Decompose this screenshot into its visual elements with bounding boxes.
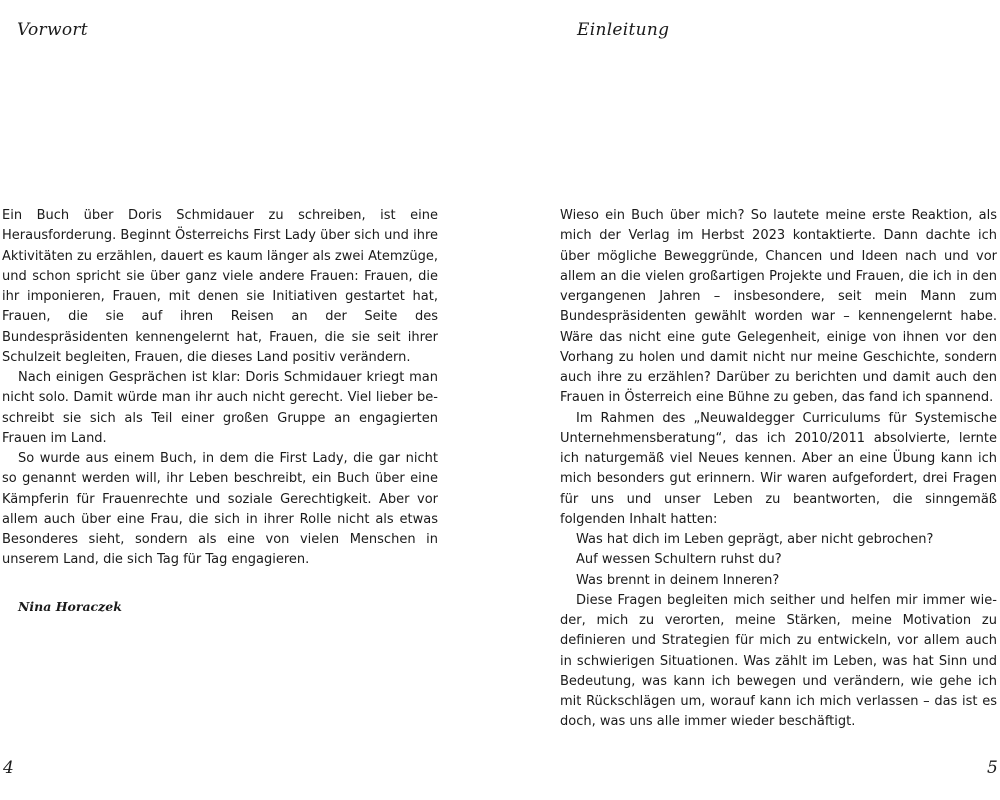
question-line: Was hat dich im Leben geprägt, aber nicht gebrochen? (576, 532, 934, 547)
paragraph: So wurde aus einem Buch, in dem die First Lady, die gar nicht so genannt werden will, ihr Leben beschreibt, ein Buch über eine Kämpferin für Frauenrechte und soziale Gerechtigkeit. Aber vor allem auch über eine Frau, die sich in ihrer Rolle nicht als etwas Besonderes sieht, sondern als eine von vielen Menschen in unserem Land, die sich Tag für Tag engagieren. (2, 451, 438, 568)
page-number: 5 (987, 758, 998, 778)
question-line: Was brennt in deinem Inneren? (576, 572, 780, 588)
question-line: Auf wessen Schultern ruhst du? (576, 552, 782, 568)
paragraph: Wieso ein Buch über mich? So lautete meine erste Reaktion, als mich der Verlag im Herbst 2023 kontaktierte. Dann dachte ich über mögliche Beweggründe, Chancen und Ideen nach und vor allem an die vielen großartigen Projekte und Frauen, die ich in den vergangenen Jahren – insbesondere, seit mein Mann zum Bundespräsidenten gewählt worden war – kennengelernt habe. Wäre das nicht eine gute Gelegenheit, einige von ihnen vor den Vorhang zu holen und damit nicht nur meine Geschichte, sondern auch ihre zu erzählen? Darüber zu berichten und damit auch den Frauen in Österreich eine Bühne zu geben, das fand ich spannend. (560, 208, 997, 406)
paragraph: Nach einigen Gesprächen ist klar: Doris Schmidauer kriegt man nicht solo. Damit würde man ihr auch nicht gerecht. Viel lieber beschreibt sie sich als Teil einer großen Gruppe an engagierten Frauen im Land. (2, 370, 438, 446)
paragraph: Ein Buch über Doris Schmidauer zu schreiben, ist eine Herausforderung. Beginnt Österreichs First Lady über sich und ihre Aktivitäten zu erzählen, dauert es kaum länger als zwei Atemzüge, und schon spricht sie über ganz viele andere Frauen: Frauen, die ihr imponieren, Frauen, mit denen sie Initiativen gestartet hat, Frauen, die sie auf ihren Reisen an der Seite des Bundespräsidenten kennengelernt hat, Frauen, die sie seit ihrer Schulzeit begleiten, Frauen, die dieses Land positiv verändern. (2, 208, 438, 365)
chapter-heading-vorwort: Vorwort (17, 20, 88, 40)
left-page-body (2, 206, 438, 571)
chapter-heading-einleitung: Einleitung (577, 20, 670, 40)
paragraph: Im Rahmen des „Neuwaldegger Curriculums für Systemische Unternehmensberatung“, das ich 2010/2011 absolvierte, lernte ich naturgemäß viel Neues kennen. Aber an eine Übung kann ich mich besonders gut erinnern. Wir waren aufgefordert, drei Fragen für uns und unser Leben zu beantworten, die sinngemäß folgenden Inhalt hatten: (560, 410, 997, 527)
paragraph: Diese Fragen begleiten mich seither und helfen mir immer wieder, mich zu verorten, meine Stärken, meine Motivation zu definieren und Strategien für mich zu entwickeln, vor allem auch in schwierigen Situationen. Was zählt im Leben, was hat Sinn und Bedeutung, was kann ich bewegen und verändern, wie gehe ich mit Rückschlägen um, worauf kann ich mich verlassen – das ist es doch, was uns alle immer wieder beschäftigt. (560, 592, 997, 730)
right-page-body (560, 206, 997, 733)
author-signature: Nina Horaczek (18, 599, 122, 614)
page-number: 4 (3, 758, 14, 778)
right-page (500, 0, 1000, 800)
